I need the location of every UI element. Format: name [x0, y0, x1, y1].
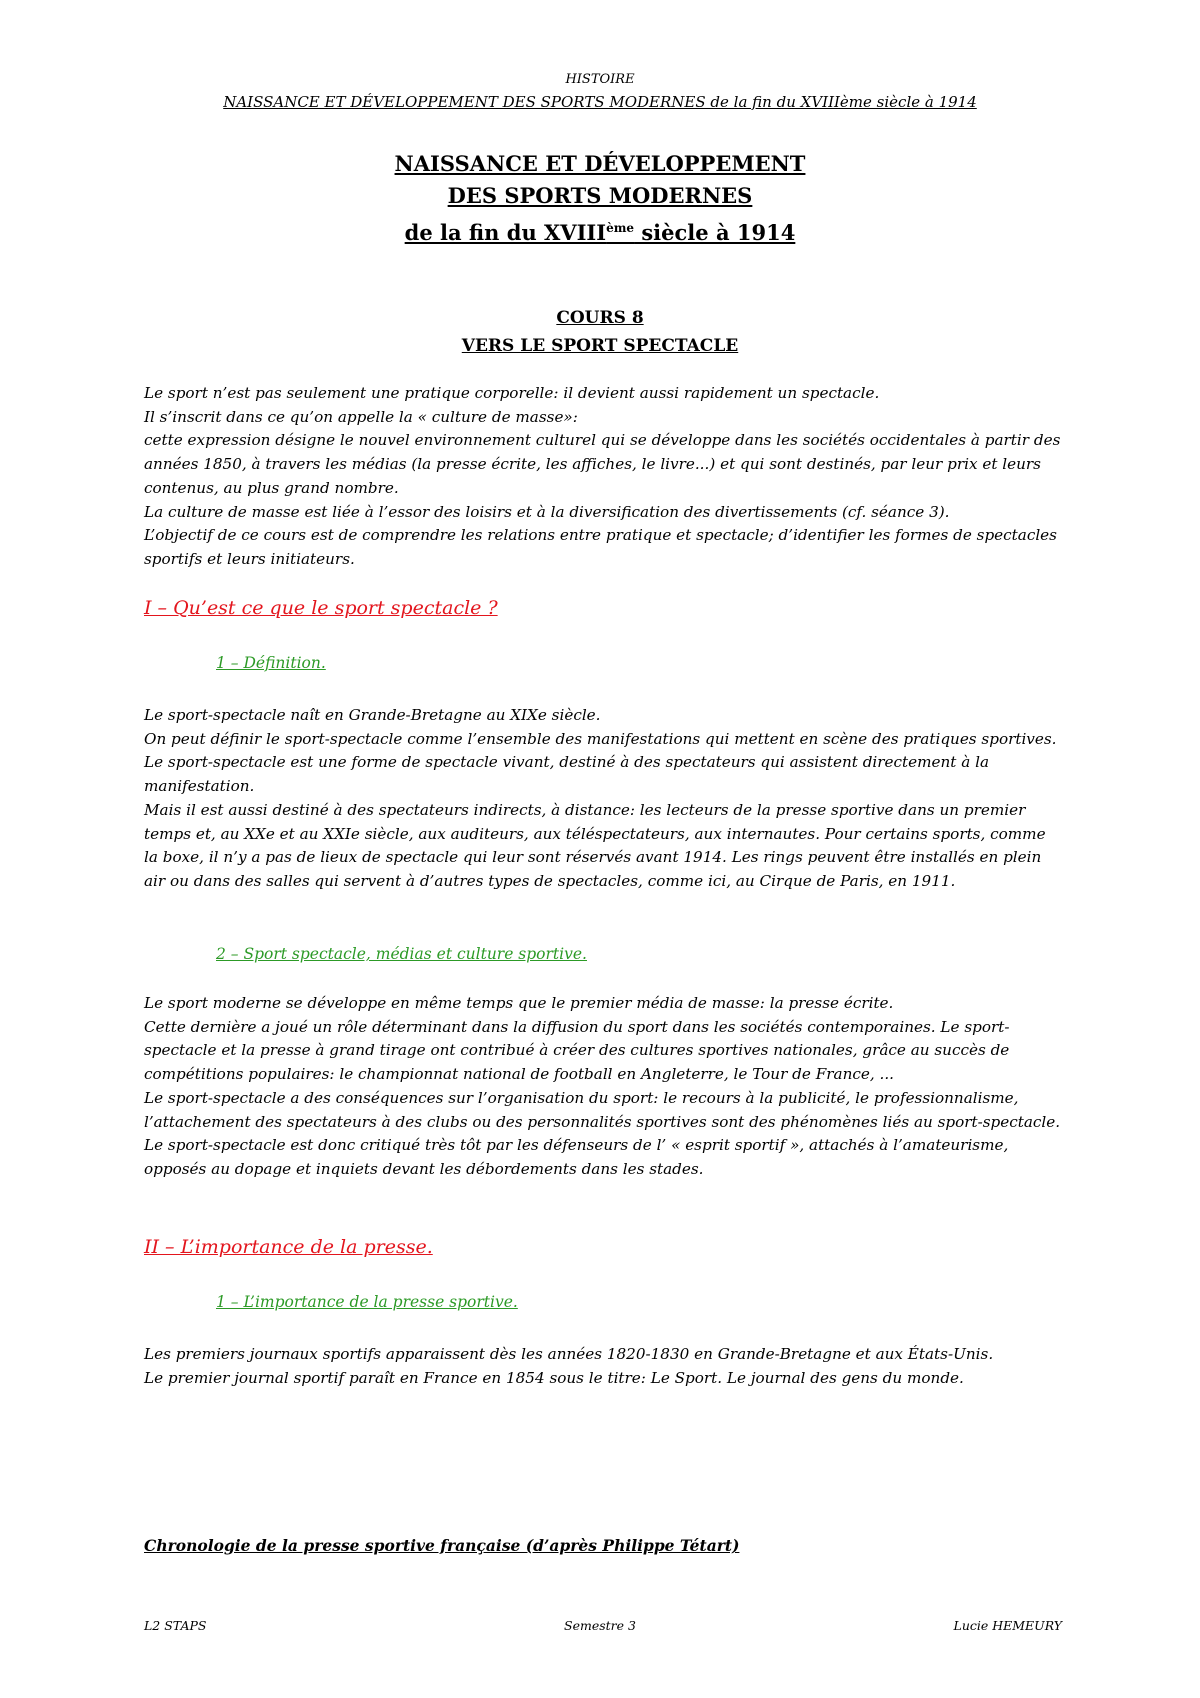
paragraph: Le sport-spectacle naît en Grande-Bretagne au XIXe siècle.: [144, 706, 601, 724]
paragraph: Les premiers journaux sportifs apparaissent dès les années 1820-1830 en Grande-Bretagne et aux États-Unis.: [144, 1345, 994, 1363]
paragraph: Le sport moderne se développe en même temps que le premier média de masse: la presse écrite.: [144, 994, 894, 1012]
subsection-2-1-text: [144, 1343, 1064, 1390]
intro-text: [144, 382, 1064, 572]
paragraph: Mais il est aussi destiné à des spectateurs indirects, à distance: les lecteurs de la presse sportive dans un premier temps et, au XXe et au XXIe siècle, aux auditeurs, aux téléspectateurs, aux internautes. Pour certains sports, comme la boxe, il n’y a pas de lieux de spectacle qui leur sont réservés avant 1914. Les rings peuvent être installés en plein air ou dans des salles qui servent à d’autres types de spectacles, comme ici, au Cirque de Paris, en 1911.: [144, 800, 1046, 890]
header-course-title: NAISSANCE ET DÉVELOPPEMENT DES SPORTS MODERNES de la fin du XVIIIème siècle à 1914: [223, 93, 977, 111]
lesson-heading: [0, 304, 1200, 360]
subsection-1-1-text: [144, 704, 1064, 894]
paragraph: Cette dernière a joué un rôle déterminant dans la diffusion du sport dans les sociétés contemporaines. Le sport-spectacle et la presse à grand tirage ont contribué à créer des cultures sportives nationales, grâce au succès de compétitions populaires: le championnat national de football en Angleterre, le Tour de France, ...: [144, 1017, 1010, 1084]
subsection-2-1-heading: 1 – L’importance de la presse sportive.: [216, 1293, 518, 1311]
footer-right: Lucie HEMEURY: [953, 1618, 1062, 1633]
title-line-1: NAISSANCE ET DÉVELOPPEMENT: [394, 151, 806, 176]
section-2-heading: II – L’importance de la presse.: [144, 1236, 433, 1258]
title-line-2: DES SPORTS MODERNES: [447, 183, 753, 208]
title-line-3: de la fin du XVIIIème siècle à 1914: [404, 220, 796, 245]
subsection-1-1-heading: 1 – Définition.: [216, 654, 326, 672]
paragraph: On peut définir le sport-spectacle comme l’ensemble des manifestations qui mettent en scène des pratiques sportives. Le sport-spectacle est une forme de spectacle vivant, destiné à des spectateurs qui assistent directement à la manifestation.: [144, 729, 1057, 796]
footer-left: L2 STAPS: [144, 1618, 207, 1633]
intro-paragraph: L’objectif de ce cours est de comprendre les relations entre pratique et spectacle; d’identifier les formes de spectacles sportifs et leurs initiateurs.: [144, 526, 1057, 568]
section-1-heading: I – Qu’est ce que le sport spectacle ?: [144, 597, 498, 619]
page-title: [0, 148, 1200, 249]
chronology-heading: Chronologie de la presse sportive française (d’après Philippe Tétart): [144, 1536, 740, 1555]
subsection-1-2-heading: 2 – Sport spectacle, médias et culture sportive.: [216, 945, 587, 963]
subsection-1-2-text: [144, 992, 1064, 1182]
intro-paragraph: Le sport n’est pas seulement une pratique corporelle: il devient aussi rapidement un spectacle.: [144, 384, 880, 402]
paragraph: Le sport-spectacle est donc critiqué très tôt par les défenseurs de l’ « esprit sportif », attachés à l’amateurisme, opposés au dopage et inquiets devant les débordements dans les stades.: [144, 1136, 1009, 1178]
footer-center: Semestre 3: [564, 1618, 636, 1633]
intro-paragraph: La culture de masse est liée à l’essor des loisirs et à la diversification des divertissements (cf. séance 3).: [144, 502, 950, 521]
running-header: [0, 72, 1200, 111]
intro-paragraph: Il s’inscrit dans ce qu’on appelle la « culture de masse»:: [144, 407, 578, 426]
lesson-number: COURS 8: [556, 308, 644, 328]
header-subject: HISTOIRE: [565, 72, 635, 87]
paragraph: Le sport-spectacle a des conséquences sur l’organisation du sport: le recours à la publicité, le professionnalisme, l’attachement des spectateurs à des clubs ou des personnalités sportives sont des phénomènes liés au sport-spectacle.: [144, 1088, 1061, 1131]
lesson-title: VERS LE SPORT SPECTACLE: [461, 336, 739, 356]
paragraph: Le premier journal sportif paraît en France en 1854 sous le titre: Le Sport. Le journal des gens du monde.: [144, 1368, 964, 1387]
intro-paragraph: cette expression désigne le nouvel environnement culturel qui se développe dans les sociétés occidentales à partir des années 1850, à travers les médias (la presse écrite, les affiches, le livre...) et qui sont destinés, par leur prix et leurs contenus, au plus grand nombre.: [144, 431, 1061, 497]
